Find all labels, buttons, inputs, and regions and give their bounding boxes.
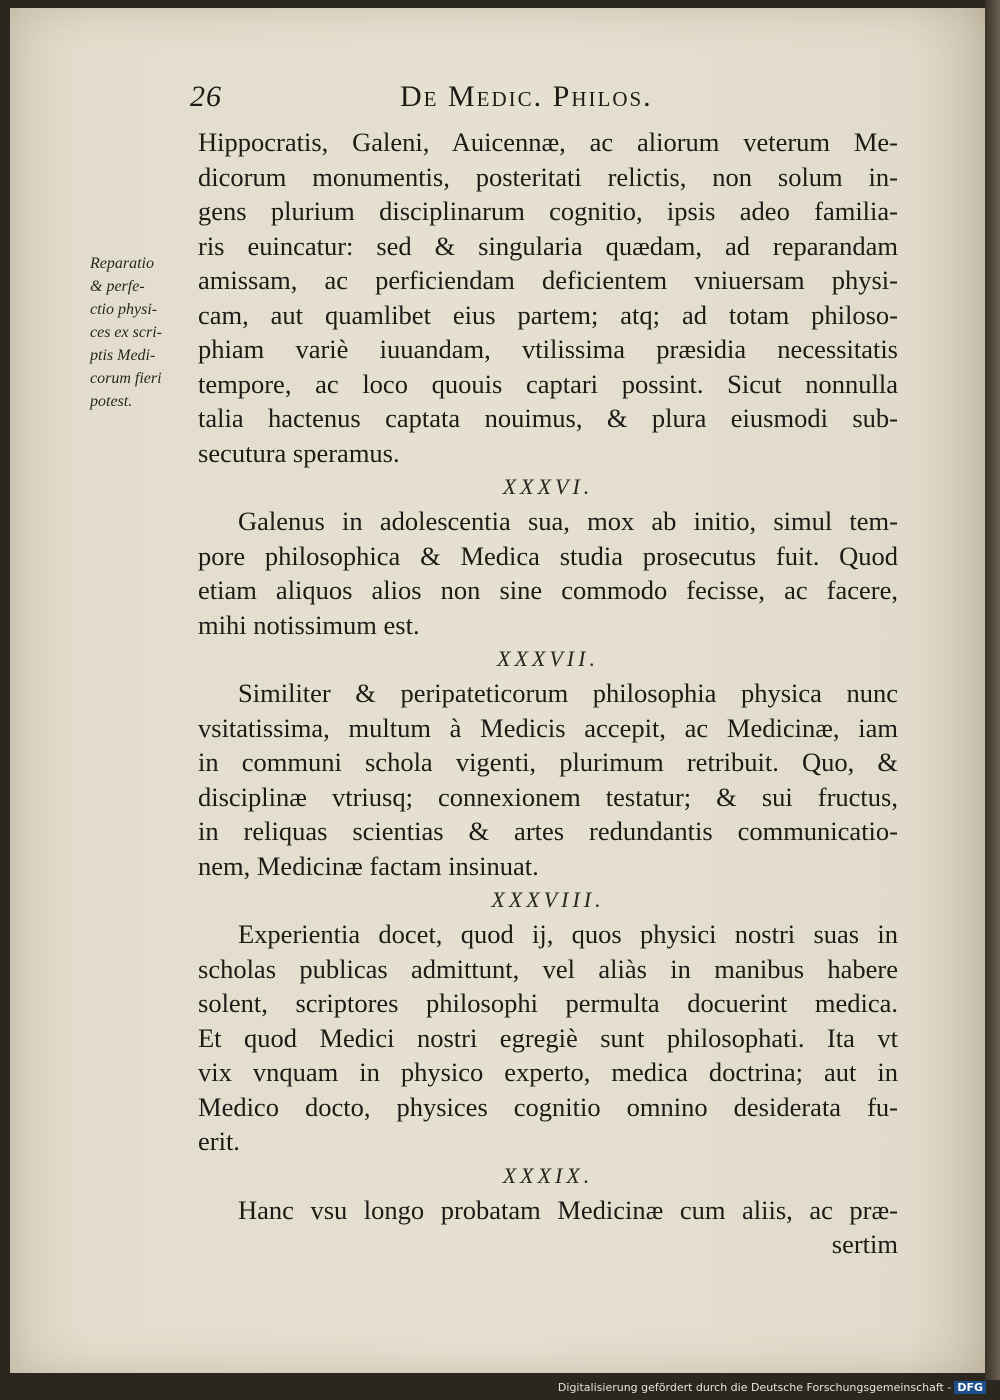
text-line: erit.: [198, 1126, 240, 1156]
catchword: sertim: [831, 1229, 898, 1259]
page-header: [190, 80, 710, 120]
section-xxxvi: [198, 470, 898, 642]
section-number: XXXVI.: [502, 474, 594, 499]
text-line: Hippocratis, Galeni, Auicennæ, ac aliorum veterum Me-: [198, 127, 898, 157]
text-line: amissam, ac perficiendam deficientem vniuersam physi-: [198, 265, 898, 295]
text-line: solent, scriptores philosophi permulta docuerint medica.: [198, 988, 898, 1018]
text-line: tempore, ac loco quouis captari possint. Sicut nonnulla: [198, 368, 898, 399]
text-line: dicorum monumentis, posteritati relictis, non solum in-: [198, 161, 898, 192]
text-line: nem, Medicinæ factam insinuat.: [198, 850, 539, 881]
page-number: 26: [190, 80, 222, 113]
book-gutter: [985, 0, 1000, 1380]
text-line: gens plurium disciplinarum cognitio, ipsis adeo familia-: [198, 196, 898, 226]
text-line: ris euincatur: sed & singularia quædam, ad reparandam: [198, 230, 898, 261]
text-line: disciplinæ vtriusq; connexionem testatur; & sui fructus,: [198, 781, 898, 812]
section-number: XXXIX.: [502, 1162, 594, 1188]
section-xxxviii: [198, 883, 898, 1159]
margin-note-line: ptis Medi-: [90, 347, 156, 364]
text-line: Hanc vsu longo probatam Medicinæ cum aliis, ac præ-: [238, 1194, 898, 1225]
digitization-credit: [558, 1381, 986, 1394]
text-line: secutura speramus.: [198, 437, 400, 468]
credit-text: Digitalisierung gefördert durch die Deutsche Forschungsgemeinschaft -: [557, 1381, 952, 1394]
text-line: in communi schola vigenti, plurimum retribuit. Quo, &: [198, 747, 898, 777]
text-line: Similiter & peripateticorum philosophia physica nunc: [238, 678, 898, 708]
text-line: Galenus in adolescentia sua, mox ab initio, simul tem-: [238, 506, 898, 536]
text-line: talia hactenus captata nouimus, & plura eiusmodi sub-: [198, 403, 898, 433]
text-line: vsitatissima, multum à Medicis accepit, ac Medicinæ, iam: [198, 712, 898, 743]
section-xxxvii: [198, 642, 898, 883]
section-xxxix: [198, 1159, 898, 1262]
body-text: [198, 125, 898, 1262]
margin-note-line: ces ex scri-: [90, 324, 162, 341]
text-line: Experientia docet, quod ij, quos physici nostri suas in: [238, 919, 898, 949]
section-number: XXXVII.: [497, 646, 599, 671]
margin-note: [90, 252, 190, 413]
section-continuation: [198, 125, 898, 470]
text-line: scholas publicas admittunt, vel aliàs in manibus habere: [198, 953, 898, 984]
section-number: XXXVIII.: [491, 887, 605, 912]
text-line: in reliquas scientias & artes redundantis communicatio-: [198, 816, 898, 846]
text-line: cam, aut quamlibet eius partem; atq; ad totam philoso-: [198, 299, 898, 330]
margin-note-line: Reparatio: [90, 255, 154, 272]
margin-note-line: potest.: [90, 393, 133, 410]
margin-note-line: corum fieri: [90, 370, 162, 387]
margin-note-line: ctio physi-: [90, 301, 158, 318]
text-line: mihi notissimum est.: [198, 609, 420, 640]
running-head: De Medic. Philos.: [400, 80, 653, 113]
text-line: vix vnquam in physico experto, medica doctrina; aut in: [198, 1057, 898, 1087]
margin-note-line: & perfe-: [90, 278, 145, 295]
text-line: Et quod Medici nostri egregiè sunt philosophati. Ita vt: [198, 1022, 898, 1053]
text-line: etiam aliquos alios non sine commodo fecisse, ac facere,: [198, 575, 898, 605]
text-line: Medico docto, physices cognitio omnino desiderata fu-: [198, 1091, 898, 1122]
dfg-logo: DFG: [954, 1381, 986, 1394]
text-line: pore philosophica & Medica studia prosecutus fuit. Quod: [198, 540, 898, 571]
text-line: phiam variè iuuandam, vtilissima præsidia necessitatis: [198, 334, 898, 364]
